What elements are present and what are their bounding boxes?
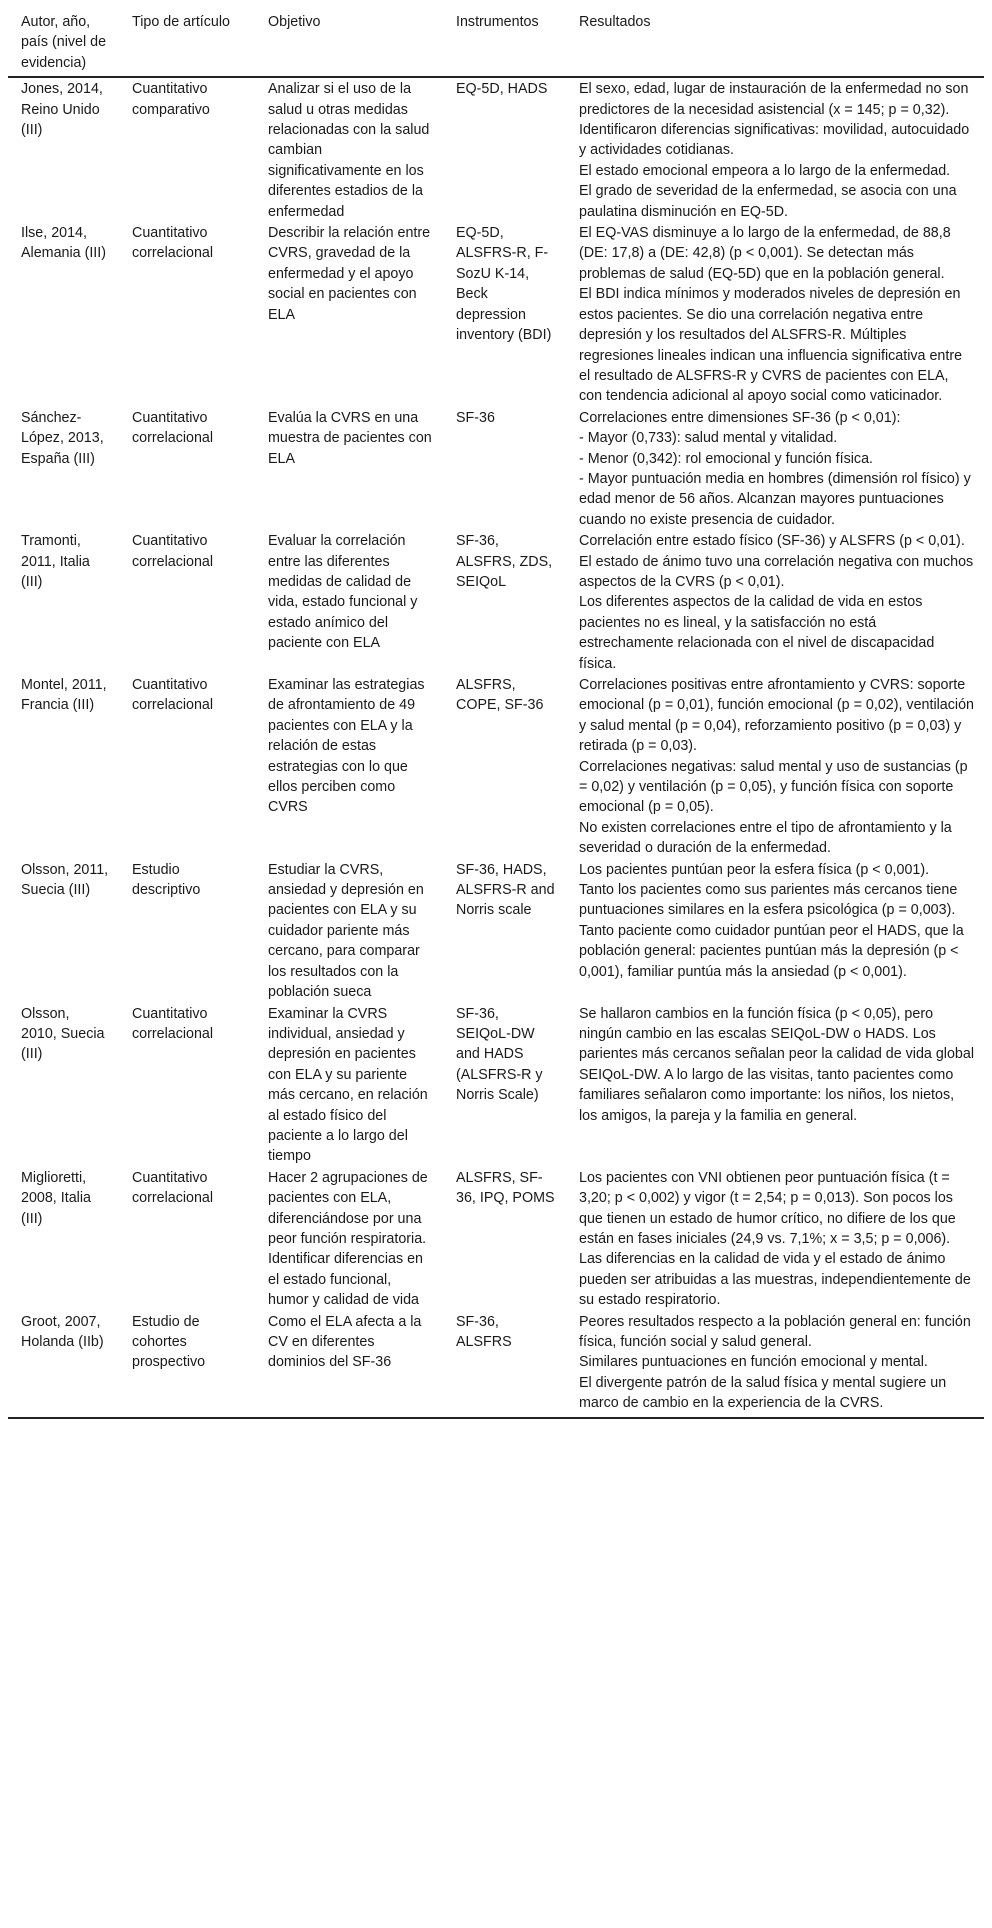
cell-author: Olsson, 2011, Suecia (III) [21,861,109,899]
result-line: Correlaciones negativas: salud mental y uso de sustancias (p = 0,02) y ventilación (p = 0,05), y función física con soporte emocional (p = 0,05). [579,758,968,816]
result-line: - Mayor puntuación media en hombres (dimensión rol físico) y edad menor de 56 años. Alcanzan mayores puntuaciones cuando no existe presencia de cuidador. [579,470,971,528]
result-line: El estado emocional empeora a lo largo de la enfermedad. [579,162,951,179]
result-line: El grado de severidad de la enfermedad, se asocia con una paulatina disminución en EQ-5D. [579,183,957,220]
result-line: Correlaciones positivas entre afrontamiento y CVRS: soporte emocional (p = 0,01), función emocional (p = 0,02), ventilación y salud mental (p = 0,04), reforzamiento positivo (p = 0,03) y retirada (p = 0,03). [579,677,974,755]
cell-objective: Evaluar la correlación entre las diferentes medidas de calidad de vida, estado funcional y estado anímico del paciente con ELA [268,533,418,652]
result-line: Se hallaron cambios en la función física (p < 0,05), pero ningún cambio en las escalas SEIQoL-DW o HADS. Los parientes más cercanos señalan peor la calidad de vida global SEIQoL-DW. A lo largo de las visitas, tanto pacientes como familiares señalaron como importante: los niños, los nietos, los amigos, la pareja y la familia en general. [579,1005,975,1124]
cell-type: Cuantitativo correlacional [132,409,214,447]
cell-author: Olsson, 2010, Suecia (III) [21,1005,105,1063]
table-header-row [8,10,984,77]
cell-instruments: EQ-5D, HADS [456,81,548,98]
cell-objective: Examinar la CVRS individual, ansiedad y depresión en pacientes con ELA y su pariente más cercano, en relación al estado físico del paciente a lo largo del tiempo [268,1005,428,1165]
cell-type: Cuantitativo correlacional [132,1169,214,1207]
table-row [8,674,984,859]
cell-author: Tramonti, 2011, Italia (III) [21,533,90,590]
cell-results [566,530,984,674]
result-line: No existen correlaciones entre el tipo de afrontamiento y la severidad o duración de la enfermedad. [579,819,952,857]
table-container [8,0,984,1419]
table-row [8,407,984,530]
cell-author: Montel, 2011, Francia (III) [21,677,107,714]
table-row [8,859,984,1003]
header-objective: Objetivo [255,10,443,77]
result-line: Los diferentes aspectos de la calidad de vida en estos pacientes no es lineal, y la satisfacción no está estrechamente relacionada con el nivel de discapacidad física. [579,594,935,672]
cell-instruments: SF-36, HADS, ALSFRS-R and Norris scale [456,861,555,919]
cell-objective: Estudiar la CVRS, ansiedad y depresión en pacientes con ELA y su cuidador pariente más cercano, para comparar los resultados con la población sueca [268,861,424,1001]
cell-results [566,674,984,859]
result-line: El divergente patrón de la salud física y mental sugiere un marco de cambio en la experiencia de la CVRS. [579,1374,947,1412]
result-line: El EQ-VAS disminuye a lo largo de la enfermedad, de 88,8 (DE: 17,8) a (DE: 42,8) (p < 0,001). Se detectan más problemas de salud (EQ-5D) que en la población general. [579,225,951,282]
cell-objective: Examinar las estrategias de afrontamiento de 49 pacientes con ELA y la relación de estas estrategias con lo que ellos perciben como CVRS [268,677,425,816]
header-results: Resultados [566,10,984,77]
result-line: Similares puntuaciones en función emocional y mental. [579,1354,928,1371]
cell-results [566,859,984,1003]
result-line: - Menor (0,342): rol emocional y función física. [579,450,874,467]
cell-instruments: ALSFRS, COPE, SF-36 [456,677,544,714]
cell-instruments: SF-36, SEIQoL-DW and HADS (ALSFRS-R y Norris Scale) [456,1005,543,1104]
cell-results [566,407,984,530]
header-instruments: Instrumentos [443,10,566,77]
cell-results [566,1311,984,1418]
result-line: Tanto paciente como cuidador puntúan peor el HADS, que la población general: pacientes puntúan más la depresión (p < 0,001), familiar puntúa más la ansiedad (p < 0,001). [579,922,964,980]
table-row [8,530,984,674]
cell-objective: Analizar si el uso de la salud u otras medidas relacionadas con la salud cambian significativamente en los diferentes estadios de la enfermedad [268,81,430,220]
table-row [8,1311,984,1418]
result-line: Los pacientes puntúan peor la esfera física (p < 0,001). [579,861,930,878]
cell-author: Ilse, 2014, Alemania (III) [21,225,107,262]
cell-author: Miglioretti, 2008, Italia (III) [21,1169,91,1227]
result-line: Correlaciones entre dimensiones SF-36 (p < 0,01): [579,409,901,426]
cell-results [566,222,984,407]
cell-type: Estudio de cohortes prospectivo [119,1311,255,1418]
header-author: Autor, año, país (nivel de evidencia) [8,10,119,77]
result-line: Correlación entre estado físico (SF-36) y ALSFRS (p < 0,01). El estado de ánimo tuvo una correlación negativa con muchos aspectos de la CVRS (p < 0,01). [579,533,974,590]
cell-instruments: SF-36 [456,409,495,426]
result-line: Identificaron diferencias significativas: movilidad, autocuidado y actividades cotidianas. [579,122,970,159]
cell-objective: Como el ELA afecta a la CV en diferentes dominios del SF-36 [255,1311,443,1418]
cell-results [566,77,984,222]
table-row [8,1167,984,1311]
cell-objective: Hacer 2 agrupaciones de pacientes con ELA, diferenciándose por una peor función respiratoria. Identificar diferencias en el estado funcional, humor y calidad de vida [268,1169,428,1309]
result-line: - Mayor (0,733): salud mental y vitalidad. [579,430,838,447]
cell-instruments: SF-36, ALSFRS, ZDS, SEIQoL [456,533,553,590]
result-line: Tanto los pacientes como sus parientes más cercanos tiene puntuaciones similares en la esfera psicológica (p = 0,003). [579,882,958,919]
result-line: Los pacientes con VNI obtienen peor puntuación física (t = 3,20; p < 0,002) y vigor (t = 2,54; p = 0,013). Son pocos los que tienen un estado de humor crítico, no difiere de los que están en fases iniciales (24,9 vs. 7,1%; x = 3,5; p = 0,006). Las diferencias en la calidad de vida y el estado de ánimo pueden ser atribuidas a las muestras, independientemente de su estado respiratorio. [579,1169,971,1309]
result-line: Peores resultados respecto a la población general en: función física, función social y salud general. [579,1313,971,1350]
cell-objective: Describir la relación entre CVRS, gravedad de la enfermedad y el apoyo social en pacientes con ELA [268,225,431,323]
header-type: Tipo de artículo [119,10,255,77]
cell-instruments: ALSFRS, SF-36, IPQ, POMS [456,1169,555,1207]
cell-type: Cuantitativo comparativo [132,81,210,118]
cell-type: Estudio descriptivo [132,861,201,899]
table-row [8,1003,984,1167]
cell-type: Cuantitativo correlacional [132,533,214,570]
cell-results [566,1167,984,1311]
cell-instruments: SF-36, ALSFRS [443,1311,566,1418]
result-line: El BDI indica mínimos y moderados niveles de depresión en estos pacientes. Se dio una correlación negativa entre depresión y los resultados del ALSFRS-R. Múltiples regresiones lineales indican una influencia significativa entre el resultado de ALSFRS-R y CVRS de pacientes con ELA, con tendencia adicional al apoyo social como vaticinador. [579,286,963,405]
cell-type: Cuantitativo correlacional [132,225,214,262]
studies-table [8,10,984,1419]
table-row [8,222,984,407]
result-line: El sexo, edad, lugar de instauración de la enfermedad no son predictores de la necesidad asistencial (x = 145; p = 0,32). [579,81,969,118]
cell-type: Cuantitativo correlacional [132,1005,214,1042]
cell-type: Cuantitativo correlacional [132,677,214,714]
cell-author: Jones, 2014, Reino Unido (III) [21,81,103,139]
cell-results [566,1003,984,1167]
table-row [8,77,984,222]
cell-instruments: EQ-5D, ALSFRS-R, F-SozU K-14, Beck depression inventory (BDI) [456,225,552,344]
cell-author: Groot, 2007, Holanda (IIb) [8,1311,119,1418]
cell-author: Sánchez-López, 2013, España (III) [21,409,104,467]
cell-objective: Evalúa la CVRS en una muestra de pacientes con ELA [268,409,432,467]
